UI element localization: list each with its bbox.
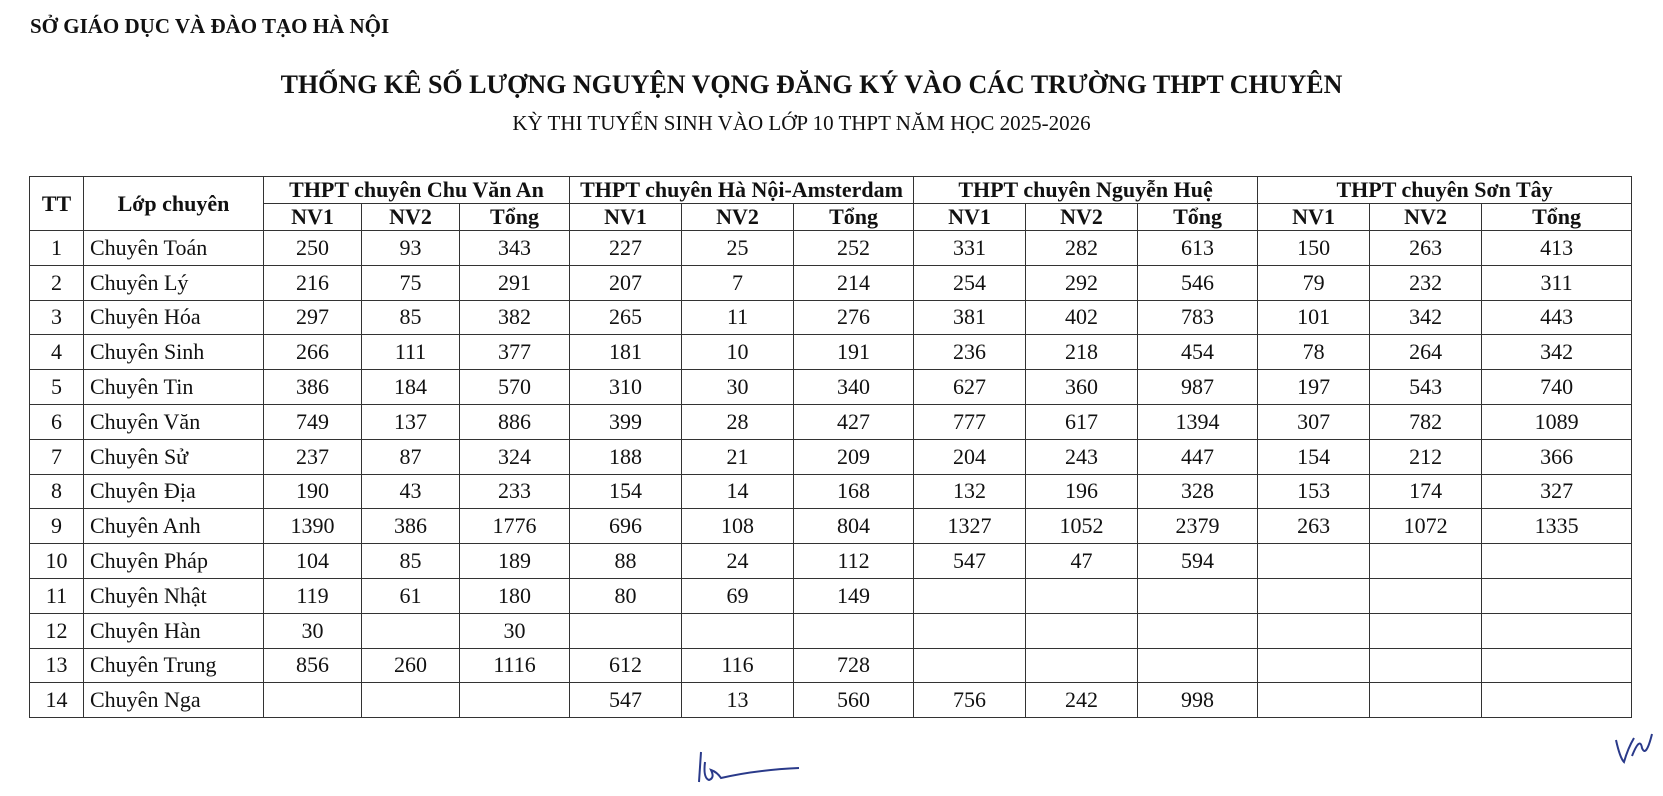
table-row — [30, 613, 1632, 648]
value-cell: 728 — [794, 648, 914, 683]
table-row — [30, 439, 1632, 474]
value-cell: 7 — [682, 265, 794, 300]
value-cell: 132 — [914, 474, 1026, 509]
table-row — [30, 335, 1632, 370]
value-cell: 1327 — [914, 509, 1026, 544]
value-cell: 112 — [794, 544, 914, 579]
value-cell: 189 — [460, 544, 570, 579]
header-nv2: NV2 — [1370, 204, 1482, 231]
value-cell: 427 — [794, 404, 914, 439]
value-cell: 276 — [794, 300, 914, 335]
value-cell: 204 — [914, 439, 1026, 474]
table-body — [30, 231, 1632, 718]
value-cell: 242 — [1026, 683, 1138, 718]
row-index: 12 — [30, 613, 84, 648]
value-cell — [1258, 613, 1370, 648]
value-cell: 154 — [1258, 439, 1370, 474]
value-cell: 21 — [682, 439, 794, 474]
header-total: Tổng — [1482, 204, 1632, 231]
value-cell: 443 — [1482, 300, 1632, 335]
value-cell: 386 — [362, 509, 460, 544]
document-subtitle — [0, 111, 1663, 136]
value-cell: 61 — [362, 578, 460, 613]
value-cell: 13 — [682, 683, 794, 718]
value-cell: 282 — [1026, 231, 1138, 266]
value-cell: 11 — [682, 300, 794, 335]
class-name: Chuyên Toán — [84, 231, 264, 266]
row-index: 10 — [30, 544, 84, 579]
row-index: 1 — [30, 231, 84, 266]
value-cell: 28 — [682, 404, 794, 439]
value-cell — [682, 613, 794, 648]
value-cell: 250 — [264, 231, 362, 266]
value-cell: 78 — [1258, 335, 1370, 370]
value-cell: 85 — [362, 300, 460, 335]
value-cell: 10 — [682, 335, 794, 370]
value-cell: 1335 — [1482, 509, 1632, 544]
value-cell: 264 — [1370, 335, 1482, 370]
value-cell: 987 — [1138, 370, 1258, 405]
value-cell — [1482, 683, 1632, 718]
value-cell: 546 — [1138, 265, 1258, 300]
value-cell: 80 — [570, 578, 682, 613]
value-cell: 69 — [682, 578, 794, 613]
header-nv1: NV1 — [570, 204, 682, 231]
value-cell: 93 — [362, 231, 460, 266]
value-cell: 85 — [362, 544, 460, 579]
value-cell — [914, 613, 1026, 648]
class-name: Chuyên Hàn — [84, 613, 264, 648]
value-cell: 740 — [1482, 370, 1632, 405]
value-cell: 209 — [794, 439, 914, 474]
value-cell: 88 — [570, 544, 682, 579]
value-cell: 1390 — [264, 509, 362, 544]
document-title-text: THỐNG KÊ SỐ LƯỢNG NGUYỆN VỌNG ĐĂNG KÝ VÀO CÁC TRƯỜNG THPT CHUYÊN — [280, 70, 1343, 99]
value-cell: 24 — [682, 544, 794, 579]
value-cell: 216 — [264, 265, 362, 300]
value-cell: 1089 — [1482, 404, 1632, 439]
class-name: Chuyên Trung — [84, 648, 264, 683]
value-cell — [460, 683, 570, 718]
class-name: Chuyên Nga — [84, 683, 264, 718]
header-nv2: NV2 — [1026, 204, 1138, 231]
table-row — [30, 683, 1632, 718]
value-cell: 254 — [914, 265, 1026, 300]
value-cell: 184 — [362, 370, 460, 405]
value-cell: 2379 — [1138, 509, 1258, 544]
table-row — [30, 509, 1632, 544]
table-row — [30, 404, 1632, 439]
value-cell: 265 — [570, 300, 682, 335]
value-cell: 291 — [460, 265, 570, 300]
value-cell: 191 — [794, 335, 914, 370]
row-index: 7 — [30, 439, 84, 474]
value-cell: 111 — [362, 335, 460, 370]
value-cell — [1026, 613, 1138, 648]
value-cell: 180 — [460, 578, 570, 613]
value-cell: 998 — [1138, 683, 1258, 718]
value-cell: 328 — [1138, 474, 1258, 509]
value-cell: 101 — [1258, 300, 1370, 335]
value-cell: 402 — [1026, 300, 1138, 335]
value-cell: 454 — [1138, 335, 1258, 370]
value-cell: 168 — [794, 474, 914, 509]
header-row-schools — [30, 177, 1632, 204]
value-cell: 266 — [264, 335, 362, 370]
table-row — [30, 578, 1632, 613]
value-cell: 783 — [1138, 300, 1258, 335]
value-cell: 617 — [1026, 404, 1138, 439]
header-total: Tổng — [460, 204, 570, 231]
class-name: Chuyên Sinh — [84, 335, 264, 370]
value-cell: 25 — [682, 231, 794, 266]
value-cell: 749 — [264, 404, 362, 439]
signature-left — [695, 748, 805, 788]
value-cell: 782 — [1370, 404, 1482, 439]
value-cell — [794, 613, 914, 648]
header-school-chu-van-an: THPT chuyên Chu Văn An — [264, 177, 570, 204]
value-cell: 343 — [460, 231, 570, 266]
value-cell: 804 — [794, 509, 914, 544]
value-cell: 1394 — [1138, 404, 1258, 439]
value-cell — [1370, 683, 1482, 718]
value-cell: 108 — [682, 509, 794, 544]
table-row — [30, 474, 1632, 509]
value-cell: 263 — [1370, 231, 1482, 266]
value-cell: 366 — [1482, 439, 1632, 474]
value-cell: 886 — [460, 404, 570, 439]
value-cell — [1482, 544, 1632, 579]
value-cell — [362, 683, 460, 718]
value-cell: 560 — [794, 683, 914, 718]
header-total: Tổng — [1138, 204, 1258, 231]
value-cell — [1370, 613, 1482, 648]
value-cell: 243 — [1026, 439, 1138, 474]
class-name: Chuyên Lý — [84, 265, 264, 300]
department-name: SỞ GIÁO DỤC VÀ ĐÀO TẠO HÀ NỘI — [30, 14, 390, 38]
class-name: Chuyên Nhật — [84, 578, 264, 613]
value-cell: 382 — [460, 300, 570, 335]
value-cell: 207 — [570, 265, 682, 300]
table-row — [30, 370, 1632, 405]
header-tt: TT — [30, 177, 84, 231]
value-cell: 342 — [1370, 300, 1482, 335]
value-cell — [1258, 578, 1370, 613]
row-index: 5 — [30, 370, 84, 405]
value-cell: 263 — [1258, 509, 1370, 544]
value-cell: 154 — [570, 474, 682, 509]
value-cell: 214 — [794, 265, 914, 300]
value-cell: 327 — [1482, 474, 1632, 509]
row-index: 3 — [30, 300, 84, 335]
value-cell: 190 — [264, 474, 362, 509]
class-name: Chuyên Sử — [84, 439, 264, 474]
row-index: 4 — [30, 335, 84, 370]
value-cell: 543 — [1370, 370, 1482, 405]
value-cell: 196 — [1026, 474, 1138, 509]
value-cell: 1116 — [460, 648, 570, 683]
value-cell — [570, 613, 682, 648]
value-cell — [1258, 648, 1370, 683]
value-cell: 197 — [1258, 370, 1370, 405]
class-name: Chuyên Tin — [84, 370, 264, 405]
value-cell — [1482, 578, 1632, 613]
value-cell: 777 — [914, 404, 1026, 439]
value-cell — [362, 613, 460, 648]
value-cell: 331 — [914, 231, 1026, 266]
value-cell: 137 — [362, 404, 460, 439]
value-cell: 342 — [1482, 335, 1632, 370]
value-cell: 218 — [1026, 335, 1138, 370]
value-cell: 377 — [460, 335, 570, 370]
value-cell — [1138, 648, 1258, 683]
value-cell: 547 — [914, 544, 1026, 579]
class-name: Chuyên Anh — [84, 509, 264, 544]
header-school-son-tay: THPT chuyên Sơn Tây — [1258, 177, 1632, 204]
value-cell — [914, 648, 1026, 683]
table-row — [30, 648, 1632, 683]
value-cell: 311 — [1482, 265, 1632, 300]
value-cell: 340 — [794, 370, 914, 405]
value-cell: 116 — [682, 648, 794, 683]
value-cell: 292 — [1026, 265, 1138, 300]
table-row — [30, 265, 1632, 300]
value-cell — [1370, 544, 1482, 579]
value-cell: 413 — [1482, 231, 1632, 266]
row-index: 13 — [30, 648, 84, 683]
value-cell: 188 — [570, 439, 682, 474]
class-name: Chuyên Văn — [84, 404, 264, 439]
value-cell: 547 — [570, 683, 682, 718]
table-row — [30, 231, 1632, 266]
value-cell: 104 — [264, 544, 362, 579]
row-index: 8 — [30, 474, 84, 509]
table-row — [30, 300, 1632, 335]
value-cell: 149 — [794, 578, 914, 613]
value-cell: 30 — [682, 370, 794, 405]
value-cell: 324 — [460, 439, 570, 474]
value-cell — [914, 578, 1026, 613]
value-cell: 260 — [362, 648, 460, 683]
row-index: 6 — [30, 404, 84, 439]
row-index: 14 — [30, 683, 84, 718]
value-cell: 252 — [794, 231, 914, 266]
value-cell — [1370, 578, 1482, 613]
value-cell: 381 — [914, 300, 1026, 335]
header-nv2: NV2 — [682, 204, 794, 231]
header-school-nguyen-hue: THPT chuyên Nguyễn Huệ — [914, 177, 1258, 204]
row-index: 2 — [30, 265, 84, 300]
document-title — [0, 70, 1663, 100]
value-cell — [1026, 648, 1138, 683]
value-cell: 1776 — [460, 509, 570, 544]
value-cell: 856 — [264, 648, 362, 683]
value-cell: 613 — [1138, 231, 1258, 266]
class-name: Chuyên Địa — [84, 474, 264, 509]
value-cell: 386 — [264, 370, 362, 405]
value-cell — [1258, 544, 1370, 579]
value-cell: 47 — [1026, 544, 1138, 579]
value-cell: 181 — [570, 335, 682, 370]
value-cell: 79 — [1258, 265, 1370, 300]
value-cell: 447 — [1138, 439, 1258, 474]
value-cell: 236 — [914, 335, 1026, 370]
header-nv1: NV1 — [264, 204, 362, 231]
class-name: Chuyên Pháp — [84, 544, 264, 579]
statistics-table — [29, 176, 1632, 718]
value-cell: 399 — [570, 404, 682, 439]
value-cell — [1026, 578, 1138, 613]
value-cell: 174 — [1370, 474, 1482, 509]
value-cell: 756 — [914, 683, 1026, 718]
header-school-ha-noi-amsterdam: THPT chuyên Hà Nội-Amsterdam — [570, 177, 914, 204]
value-cell: 570 — [460, 370, 570, 405]
value-cell: 627 — [914, 370, 1026, 405]
value-cell: 153 — [1258, 474, 1370, 509]
value-cell: 307 — [1258, 404, 1370, 439]
value-cell: 14 — [682, 474, 794, 509]
row-index: 9 — [30, 509, 84, 544]
value-cell — [264, 683, 362, 718]
value-cell: 594 — [1138, 544, 1258, 579]
class-name: Chuyên Hóa — [84, 300, 264, 335]
value-cell — [1138, 578, 1258, 613]
value-cell: 43 — [362, 474, 460, 509]
header-class: Lớp chuyên — [84, 177, 264, 231]
header-total: Tổng — [794, 204, 914, 231]
value-cell: 212 — [1370, 439, 1482, 474]
signature-right — [1612, 728, 1657, 768]
value-cell — [1370, 648, 1482, 683]
header-nv1: NV1 — [914, 204, 1026, 231]
value-cell: 75 — [362, 265, 460, 300]
value-cell: 612 — [570, 648, 682, 683]
value-cell: 119 — [264, 578, 362, 613]
value-cell: 360 — [1026, 370, 1138, 405]
value-cell: 696 — [570, 509, 682, 544]
header-row-sub — [30, 204, 1632, 231]
value-cell: 232 — [1370, 265, 1482, 300]
value-cell — [1482, 648, 1632, 683]
value-cell: 30 — [264, 613, 362, 648]
value-cell: 227 — [570, 231, 682, 266]
value-cell: 30 — [460, 613, 570, 648]
table-row — [30, 544, 1632, 579]
value-cell: 233 — [460, 474, 570, 509]
value-cell: 237 — [264, 439, 362, 474]
value-cell: 310 — [570, 370, 682, 405]
value-cell: 1072 — [1370, 509, 1482, 544]
value-cell — [1482, 613, 1632, 648]
value-cell: 297 — [264, 300, 362, 335]
value-cell: 1052 — [1026, 509, 1138, 544]
header-nv1: NV1 — [1258, 204, 1370, 231]
row-index: 11 — [30, 578, 84, 613]
value-cell: 150 — [1258, 231, 1370, 266]
value-cell — [1138, 613, 1258, 648]
header-nv2: NV2 — [362, 204, 460, 231]
document-subtitle-text: KỲ THI TUYỂN SINH VÀO LỚP 10 THPT NĂM HỌC 2025-2026 — [512, 111, 1091, 135]
value-cell: 87 — [362, 439, 460, 474]
value-cell — [1258, 683, 1370, 718]
